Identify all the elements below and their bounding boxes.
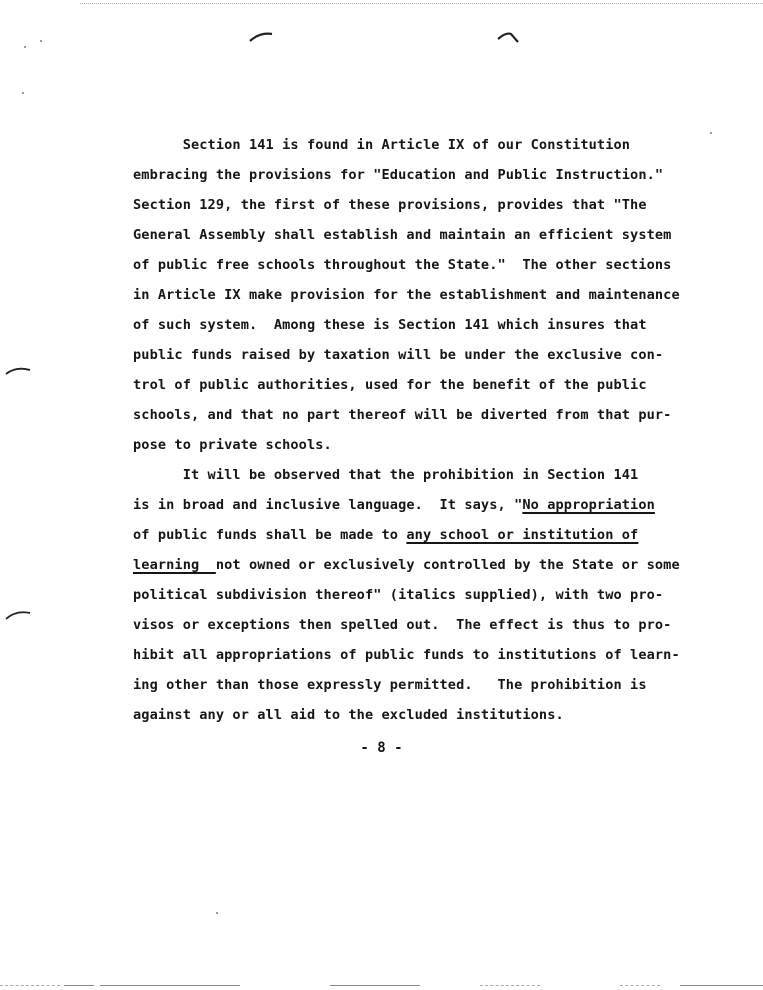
text-run: pose to private schools. bbox=[133, 437, 332, 453]
text-run: of public free schools throughout the State." The other sections bbox=[133, 257, 672, 273]
bottom-edge-rule bbox=[64, 985, 94, 986]
scan-speck bbox=[24, 46, 26, 48]
text-line bbox=[133, 580, 680, 610]
text-line bbox=[133, 520, 680, 550]
scan-speck bbox=[216, 912, 218, 914]
text-line bbox=[133, 250, 680, 280]
text-run: not owned or exclusively controlled by the State or some bbox=[215, 557, 680, 573]
binder-mark-left bbox=[248, 30, 274, 44]
bottom-edge-rule bbox=[0, 985, 60, 986]
text-line bbox=[133, 610, 680, 640]
text-run: visos or exceptions then spelled out. The effect is thus to pro- bbox=[133, 617, 672, 633]
binder-mark-right bbox=[496, 30, 522, 46]
text-run: is in broad and inclusive language. It says, " bbox=[133, 497, 523, 513]
top-edge-dots bbox=[80, 3, 763, 4]
text-line bbox=[133, 430, 680, 460]
text-run: of public funds shall be made to bbox=[133, 527, 407, 543]
text-line bbox=[133, 190, 680, 220]
text-line bbox=[133, 400, 680, 430]
underlined-text: No appropriation bbox=[522, 497, 655, 513]
bottom-edge-rule bbox=[620, 985, 660, 986]
page-number: - 8 - bbox=[360, 740, 403, 756]
text-line bbox=[133, 220, 680, 250]
scan-speck bbox=[22, 92, 24, 94]
bottom-edge-rule bbox=[100, 985, 240, 986]
text-run: against any or all aid to the excluded institutions. bbox=[133, 707, 564, 723]
text-run: of such system. Among these is Section 141 which insures that bbox=[133, 317, 647, 333]
text-run: It will be observed that the prohibition in Section 141 bbox=[133, 467, 639, 483]
text-run: Section 129, the first of these provisions, provides that "The bbox=[133, 197, 647, 213]
text-run: hibit all appropriations of public funds to institutions of learn- bbox=[133, 647, 680, 663]
scan-speck bbox=[40, 40, 42, 42]
text-line bbox=[133, 370, 680, 400]
text-run: trol of public authorities, used for the benefit of the public bbox=[133, 377, 647, 393]
text-line bbox=[133, 310, 680, 340]
text-line bbox=[133, 280, 680, 310]
text-run: Section 141 is found in Article IX of our Constitution bbox=[133, 137, 631, 153]
text-run: ing other than those expressly permitted. The prohibition is bbox=[133, 677, 647, 693]
text-run: public funds raised by taxation will be under the exclusive con- bbox=[133, 347, 664, 363]
body-text bbox=[133, 130, 680, 730]
text-run: General Assembly shall establish and maintain an efficient system bbox=[133, 227, 672, 243]
text-line bbox=[133, 640, 680, 670]
underlined-text: any school or institution of bbox=[406, 527, 639, 543]
margin-mark-upper bbox=[4, 364, 32, 378]
text-line bbox=[133, 670, 680, 700]
bottom-edge-rule bbox=[330, 985, 420, 986]
underlined-text: learning bbox=[133, 557, 216, 573]
text-line bbox=[133, 700, 680, 730]
bottom-edge-rule bbox=[680, 985, 763, 986]
text-run: embracing the provisions for "Education and Public Instruction." bbox=[133, 167, 664, 183]
text-run: schools, and that no part thereof will be diverted from that pur- bbox=[133, 407, 672, 423]
text-line bbox=[133, 340, 680, 370]
text-line bbox=[133, 490, 680, 520]
text-run: political subdivision thereof" (italics supplied), with two pro- bbox=[133, 587, 664, 603]
margin-mark-lower bbox=[4, 608, 32, 622]
scan-speck bbox=[710, 132, 712, 134]
text-line bbox=[133, 460, 680, 490]
bottom-edge-rule bbox=[480, 985, 540, 986]
text-line bbox=[133, 550, 680, 580]
text-line bbox=[133, 130, 680, 160]
text-line bbox=[133, 160, 680, 190]
text-run: in Article IX make provision for the establishment and maintenance bbox=[133, 287, 680, 303]
